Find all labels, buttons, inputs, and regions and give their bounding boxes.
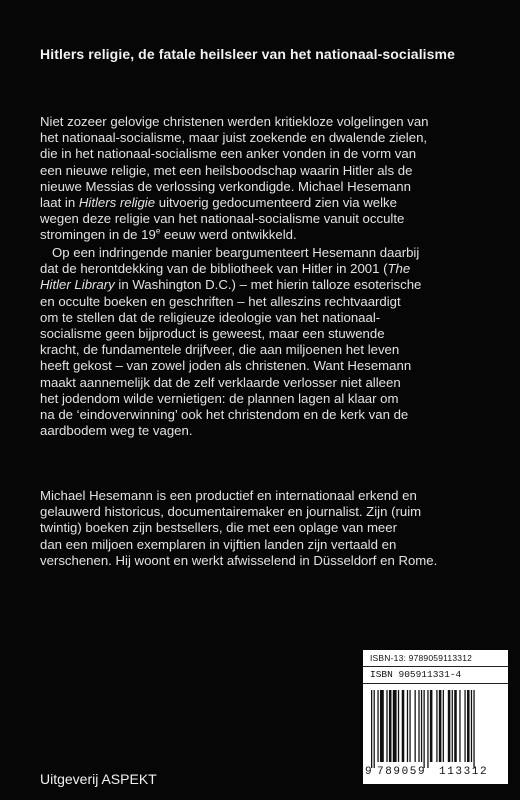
text-line: twintig) boeken zijn bestsellers, die met een oplage van meer [40,520,397,536]
barcode-digit-group-2: 113312 [439,766,489,778]
barcode-bar [421,690,422,762]
book-title-italic: Hitlers religie [78,195,156,211]
text-line [40,195,510,211]
text-line: socialisme geen bijproduct is geweest, maar een stuwende [40,326,385,342]
text-line: om te stellen dat de religieuze ideologie van het nationaal- [40,309,381,325]
barcode-bar [380,690,384,762]
barcode-bar [454,690,457,762]
barcode-bar [374,690,375,768]
barcode-bar [459,690,460,762]
text-line: Michael Hesemann is een productief en internationaal erkend en [40,488,417,503]
barcode-bar [439,690,442,762]
text-line: aardbodem weg te vagen. [40,423,193,439]
text-line: wegen deze religie van het nationaal-socialisme vanuit occulte [40,211,405,227]
barcode-bar [398,690,399,762]
text-line: gelauwerd historicus, documentairemaker en journalist. Zijn (ruim [40,504,422,520]
text-line: en occulte boeken en geschriften – het alleszins rechtvaardigt [40,293,401,309]
barcode-bar [471,690,472,762]
library-title-italic: Hitler Library [40,277,115,293]
isbn-10-box [363,666,508,684]
publisher-name: Uitgeverij ASPEKT [40,771,157,787]
text-line: Niet zozeer gelovige christenen werden kritiekloze volgelingen van [40,114,429,129]
isbn-barcode-panel [363,650,508,784]
text-line: na de ‘eindoverwinning’ ook het christendom en de kerk van de [40,407,409,423]
barcode-bar [393,690,397,762]
barcode-bar [467,690,470,762]
text-line: dan een miljoen exemplaren in vijftien landen zijn vertaald en [40,536,397,552]
text-line: Op een indringende manier beargumenteert Hesemann daarbij [52,245,420,260]
text-line: nieuwe Messias de verlossing verkondigde. Michael Hesemann [40,178,411,194]
barcode-bar [436,690,437,762]
barcode-bar [423,690,424,768]
barcode-bar [415,690,416,762]
blurb-paragraph-2 [40,245,510,439]
text-run: laat in [40,195,79,211]
barcode-bar [443,690,444,762]
barcode-bar [377,690,378,762]
text-line: maakt aannemelijk dat de zelf verklaarde verlosser niet alleen [40,374,401,390]
barcode-bar [418,690,419,762]
barcode-bar [386,690,387,762]
text-line: heeft gekost – van zowel joden als christenen. Want Hesemann [40,358,412,374]
barcode-bar [448,690,451,762]
author-bio-paragraph [40,488,510,569]
isbn-10-label: ISBN 905911331-4 [370,669,462,680]
text-line: het jodendom wilde vernietigen: de plannen lagen al klaar om [40,390,399,406]
barcode-digit-group-1: 789059 [377,766,427,778]
barcode-bar [430,690,433,762]
text-run: stromingen in de 19 [40,227,156,243]
barcode-bar [371,690,372,768]
barcode-bar [464,690,465,762]
barcode-bar [409,690,410,762]
superscript: e [155,227,161,237]
barcode-bar [389,690,392,762]
barcode-digit-first: 9 [365,766,372,778]
text-line [40,261,510,277]
text-line: een nieuwe religie, met een heilsboodschap waarin Hitler als de [40,162,413,178]
barcode-bar [402,690,405,762]
barcode-digits [363,766,508,778]
text-line: het nationaal-socialisme, maar juist zoekende en dwalende zielen, [40,130,428,146]
barcode-bar [473,690,474,768]
text-run: dat de herontdekking van de bibliotheek van Hitler in 2001 ( [40,261,388,277]
text-line: verschenen. Hij woont en werkt afwisselend in Düsseldorf en Rome. [40,552,438,568]
blurb-paragraph-1 [40,114,510,244]
isbn-13-label: ISBN-13: 9789059113312 [370,653,473,663]
barcode-bar [407,690,408,762]
text-line: kracht, de fundamentele drijfveer, die aan miljoenen het leven [40,342,400,358]
barcode-bars [371,690,501,768]
text-line [40,277,510,293]
text-run: eeuw werd ontwikkeld. [160,227,297,243]
text-line: die in het nationaal-socialisme een anker vonden in de vorm van [40,146,417,162]
blurb-title: Hitlers religie, de fatale heilsleer van het nationaal-socialisme [40,46,455,62]
library-title-italic: The [387,261,411,277]
text-run: in Washington D.C.) – met hierin talloze esoterische [114,277,422,293]
text-run: uitvoerig gedocumenteerd zien via welke [155,195,397,211]
barcode-bar [452,690,453,762]
text-line [40,227,510,243]
barcode-bar [427,690,428,768]
